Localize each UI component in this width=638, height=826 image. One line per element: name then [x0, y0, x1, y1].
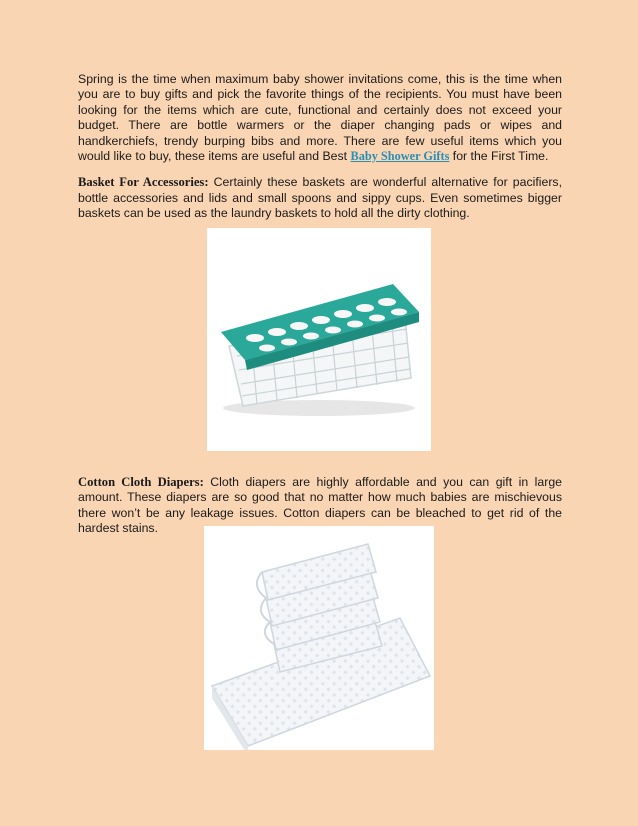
- document-page: [78, 72, 562, 222]
- diapers-heading: Cotton Cloth Diapers:: [78, 475, 204, 489]
- basket-text: Certainly these baskets are wonderful alternative for pacifiers, bottle accessories and lids and small spoons and sippy cups. Even sometimes bigger baskets can be used as the laundry baskets to hold all the dirty clothing.: [78, 175, 563, 221]
- baby-shower-gifts-link[interactable]: Baby Shower Gifts: [350, 149, 450, 164]
- intro-paragraph: [78, 72, 562, 164]
- intro-text-before-link: Spring is the time when maximum baby shower invitations come, this is the time when you are to buy gifts and pick the favorite things of the recipients. You must have been looking for the items which are cute, functional and certainly does not exceed your budget. There are bottle warmers or the diaper changing pads or wipes and handkerchiefs, trendy burping bibs and more. There are few useful items which you would like to buy, these items are useful and Best: [78, 72, 562, 164]
- basket-image: [207, 228, 431, 451]
- diapers-image: [204, 526, 434, 750]
- diapers-text: Cloth diapers are highly affordable and you can gift in large amount. These diapers are so good that no matter how much babies are mischievous there won’t be any leakage issues. Cotton diapers can be bleached to get rid of the hardest stains.: [78, 475, 563, 536]
- basket-paragraph: [78, 175, 562, 221]
- basket-heading: Basket For Accessories:: [78, 175, 209, 190]
- intro-text-after-link: for the First Time.: [449, 149, 549, 164]
